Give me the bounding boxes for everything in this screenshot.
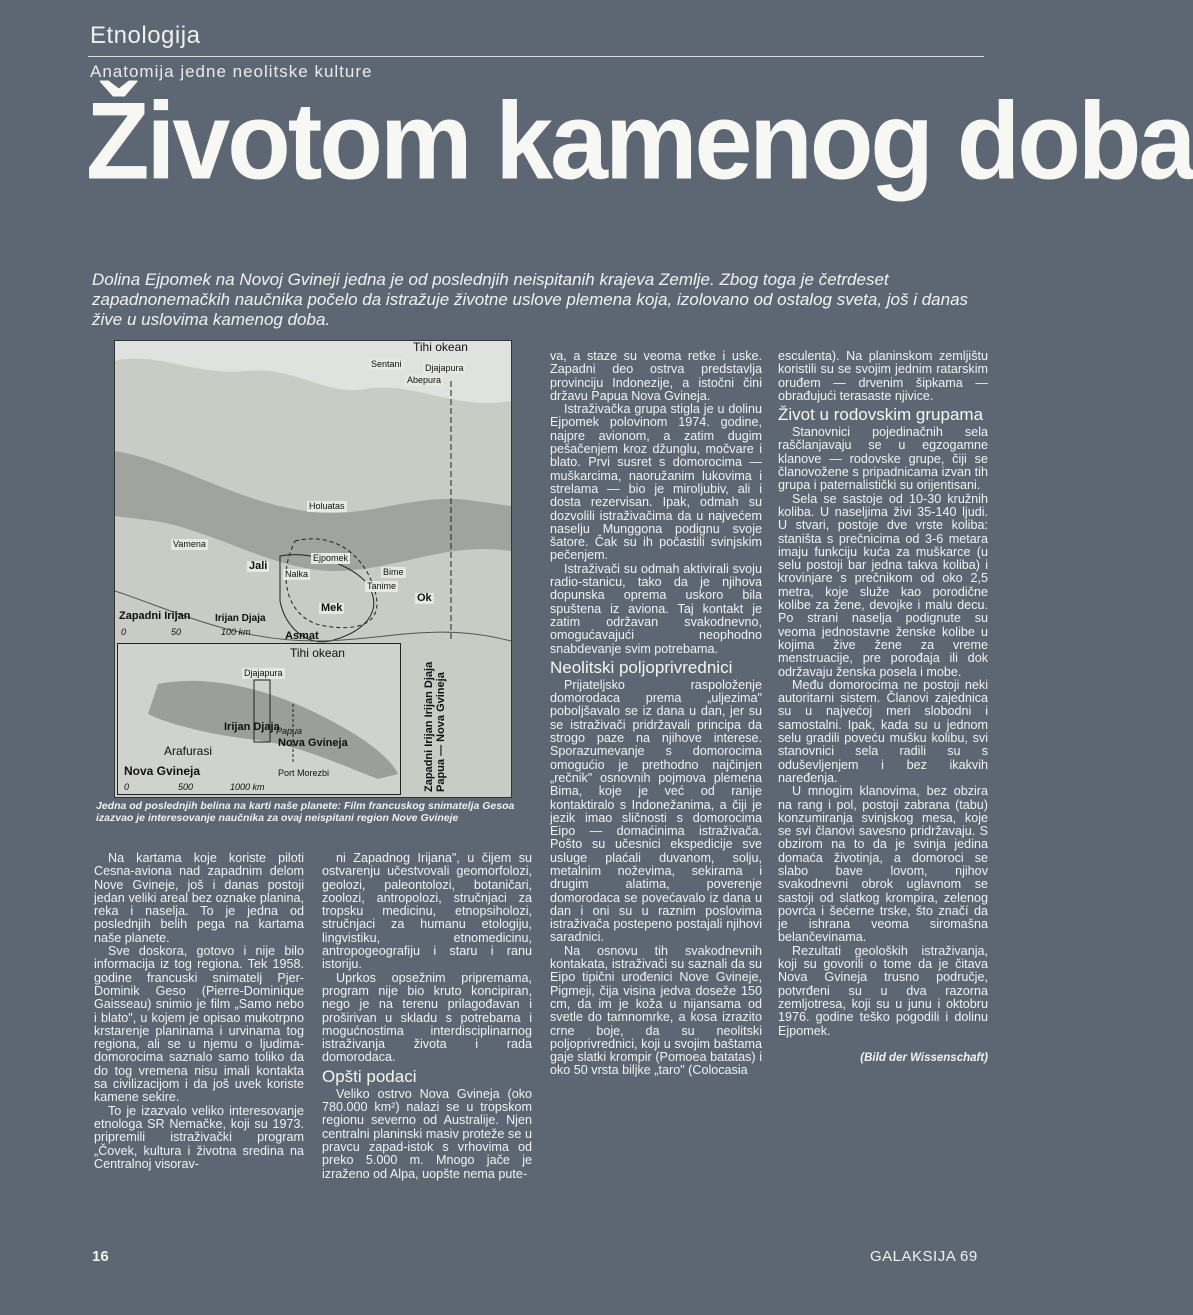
header-rule bbox=[88, 56, 984, 57]
inset-label-papua: Papua bbox=[276, 726, 303, 736]
inset-label-port-morezbi: Port Morezbi bbox=[278, 768, 330, 778]
inset-scale-500: 500 bbox=[178, 782, 194, 792]
column-4 bbox=[778, 350, 988, 1065]
paragraph: Veliko ostrvo Nova Gvineja (oko 780.000 km²) nalazi se u tropskom regionu severno od Australije. Njen centralni planinski masiv proteže se u pravcu zapad-istok s vrhovima od preko 5.000 m. Mnogo jače je izraženo od Alpa, uopšte nema pute- bbox=[322, 1086, 532, 1181]
paragraph: esculenta). Na planinskom zemljištu koristili su se svojim jednim ratarskim oruđem — drvenim šipkama — obrađujući terasaste njivice. bbox=[778, 349, 988, 403]
subheading-opsti-podaci: Opšti podaci bbox=[322, 1066, 417, 1086]
paragraph: Sve doskora, gotovo i nije bilo informacija iz tog regiona. Tek 1958. godine francuski snimatelj Pjer-Dominik Geso (Pierre-Dominique Gaisseau) snimio je film „Samo nebo i blato", u kojem je opisao mukotrpno krstarenje planinama i urvinama tog regiona, ali se u njemu o ljudima-domorocima saznalo samo toliko da do tog vremena nisu imali kontakta sa civilizacijom i da još uvek koriste kamene sekire. bbox=[94, 944, 304, 1105]
map-caption: Jedna od poslednjih belina na karti naše planete: Film francuskog snimatelja Gesoa izazvao je interesovanje naučnika za ovaj neispitani region Nove Gvineje bbox=[96, 800, 515, 824]
map-scale-0: 0 bbox=[121, 627, 127, 637]
paragraph: Među domorocima ne postoji neki autoritarni sistem. Članovi zajednica su u najvećoj meri slobodni i samostalni. Ipak, kada su u jednom selu gradili poveću mušku kolibu, svi stanovnici sela radili su s oduševljenjem i bez ikakvih naređenja. bbox=[778, 677, 988, 785]
map-label-sentani: Sentani bbox=[371, 359, 402, 369]
map-label-abepura: Abepura bbox=[407, 375, 442, 385]
map-label-mek: Mek bbox=[321, 602, 343, 614]
map-label-asmat: Asmat bbox=[285, 630, 319, 642]
paragraph: Uprkos opsežnim pripremama, program nije bio kruto koncipiran, nego je na terenu prilagođavan i proširivan u skladu s potrebama i mogućnostima interdisciplinarnog istraživanja života i rada domorodaca. bbox=[322, 970, 532, 1065]
map-vertical-label: Zapadni Irijan Irijan Djaja Papua — Nova Gvineja bbox=[423, 661, 447, 792]
map-label-djajapura: Djajapura bbox=[425, 363, 464, 373]
column-1 bbox=[94, 852, 304, 1171]
paragraph: Prijateljsko raspoloženje domorodaca prema „uljezima" poboljšavalo se iz dana u dan, jer su se istraživači pridržavali principa da strogo paze na njihove interese. Sporazumevanje s domorocima omogućio je prethodno najčinjen „rečnik" osnovnih pojmova plemena Bima, koje je već od ranije kontaktiralo s Indonežanima, a čiji je jezik imao sličnosti s domorocima Eipo — domaćinima istraživača. Pošto su učesnici ekspedicije sve usluge plaćali duvanom, solju, metalnim noževima, sekirama i drugim alatima, poverenje domorodaca se povećavalo iz dana u dan i oni su u raznim poslovima istraživača postepeno postajali njihovi saradnici. bbox=[550, 677, 762, 945]
map-label-holuatas: Holuatas bbox=[309, 501, 345, 511]
map-scale-100: 100 km bbox=[221, 627, 251, 637]
map-label-region: Zapadni Irijan bbox=[119, 610, 191, 622]
paragraph: Rezultati geoloških istraživanja, koji su govorili o tome da je čitava Nova Gvineja trusno područje, potvrđeni su u dva razorna zemljotresa, koji su u junu i oktobru 1976. godine teško pogodili i dolinu Ejpomek. bbox=[778, 943, 988, 1038]
map-label-vamena: Vamena bbox=[173, 539, 206, 549]
paragraph: Na osnovu tih svakodnevnih kontakata, istraživači su saznali da su Eipo tipični urođenici Nove Gvineje, Pigmeji, čija visina jedva doseže 150 cm, da im je koža u nijansama od svetle do tamnomrke, a kosa izrazito crne boje, da su neolitski poljoprivrednici, koji u svojim baštama gaje slatki krompir (Pomoea batatas) i oko 50 vrsta biljke „taro" (Colocasia bbox=[550, 943, 762, 1078]
paragraph: Istraživači su odmah aktivirali svoju radio-stanicu, tako da je njihova dopunska oprema uskoro bila spuštena iz aviona. Taj kontakt je zatim održavan svakodnevno, omogućavajući neophodno snabdevanje svim potrebama. bbox=[550, 561, 762, 656]
inset-scale-1000: 1000 km bbox=[230, 782, 265, 792]
article-headline: Životom kamenog doba bbox=[86, 80, 1193, 203]
paragraph: Istraživačka grupa stigla je u dolinu Ejpomek polovinom 1974. godine, najpre avionom, a zatim dugim pešačenjem kroz džunglu, močvare i blato. Prvi susret s domorocima — muškarcima, naoružanim lukovima i strelama — bio je miroljubiv, ali i dosta rezervisan. Ipak, odmah su dozvolili istraživačima da u najvećem naselju Munggona podignu svoje šatore. Čak su ih počastili svinjskim pečenjem. bbox=[550, 402, 762, 563]
paragraph: U mnogim klanovima, bez obzira na rang i pol, postoji zabrana (tabu) konzumiranja svinjskog mesa, koje se svi članovi savesno pridržavaju. S obzirom na to da je svinja jedina domaća životinja, a domoroci se slabo bave lovom, njihov svakodnevni obrok uglavnom se sastoji od slatkog krompira, zelenog povrća i šećerne trske, što značí da je ishrana veoma siromašna belančevinama. bbox=[778, 784, 988, 945]
paragraph: To je izazvalo veliko interesovanje etnologa SR Nemačke, koji su 1973. pripremili istraživački program „Čovek, kultura i životna sredina na Centralnoj visorav- bbox=[94, 1103, 304, 1171]
magazine-footer: GALAKSIJA 69 bbox=[870, 1248, 978, 1265]
map-label-tanime: Tanime bbox=[367, 581, 397, 591]
inset-label-djajapura: Djajapura bbox=[244, 668, 283, 678]
map-label-ocean: Tihi okean bbox=[413, 340, 468, 354]
inset-label-ocean: Tihi okean bbox=[290, 646, 345, 660]
map-label-bime: Bime bbox=[383, 567, 404, 577]
map-label-region-city: Irijan Djaja bbox=[215, 613, 266, 624]
inset-label-irijan-djaja: Irijan Djaja bbox=[224, 721, 280, 733]
article-lead: Dolina Ejpomek na Novoj Gvineji jedna je od poslednjih neispitanih krajeva Zemlje. Zbog toga je četrdeset zapadnonemačkih naučnika počelo da istražuje životne uslove plemena koja, izolovano od ostalog sveta, još i danas žive u uslovima kamenog doba. bbox=[92, 270, 969, 329]
inset-label-arafurasi: Arafurasi bbox=[164, 744, 213, 758]
map-label-jali: Jali bbox=[249, 560, 268, 572]
map-inset bbox=[117, 643, 401, 795]
column-3 bbox=[550, 350, 762, 1078]
article-subtitle: Anatomija jedne neolitske kulture bbox=[90, 62, 373, 81]
paragraph: va, a staze su veoma retke i uske. Zapadni deo ostrva predstavlja provinciju Indonezije, a istočni čini državu Papua Nova Gvineja. bbox=[550, 349, 762, 403]
subheading-zivot-u-rodovskim-grupama: Život u rodovskim grupama bbox=[778, 405, 984, 425]
subheading-neolitski-poljoprivrednici: Neolitski poljoprivrednici bbox=[550, 657, 733, 677]
map-label-ok: Ok bbox=[417, 592, 432, 604]
inset-label-nova-gvineja-right: Nova Gvineja bbox=[278, 737, 348, 749]
map-label-ejpomek: Ejpomek bbox=[313, 553, 349, 563]
paragraph: ni Zapadnog Irijana", u čijem su ostvarenju učestvovali geomorfolozi, geolozi, paleontolozi, botaničari, zoolozi, antropolozi, stručnjaci za tropsku medicinu, etnopsiholozi, stručnjaci za humanu etologiju, lingvistiku, etnomedicinu, antropogeografiju i staru i ranu istoriju. bbox=[322, 851, 532, 972]
paragraph: Stanovnici pojedinačnih sela raščlanjavaju se u egzogamne klanove — rodovske grupe, čiji se članovožene s pripadnicama izvan tih grupa i paternalistički su orijentisani. bbox=[778, 425, 988, 493]
column-2 bbox=[322, 852, 532, 1181]
section-title: Etnologija bbox=[90, 22, 201, 49]
inset-scale-0: 0 bbox=[124, 782, 130, 792]
map-figure bbox=[114, 340, 512, 798]
source-credit: (Bild der Wissenschaft) bbox=[860, 1051, 988, 1064]
paragraph: Sela se sastoje od 10-30 kružnih koliba. U naseljima živi 35-140 ljudi. U stvari, postoje dve vrste koliba: staništa s prečnicima od 3-6 metara imaju funkciju kuća za muškarce (u selu postoji bar jedna takva koliba) i krovinjare s prečnikom od oko 2,5 metra, koje služe kao porodične kolibe za žene, devojke i malu decu. Po strani naselja podignute su veoma jednostavne ženske kolibe u kojima žive žene za vreme menstruacije, pre porođaja ili dok održavaju ženska posela i mobe. bbox=[778, 491, 988, 679]
map-scale-50: 50 bbox=[171, 627, 182, 637]
page-number: 16 bbox=[92, 1248, 109, 1265]
paragraph: Na kartama koje koriste piloti Cesna-aviona nad zapadnim delom Nove Gvineje, još i danas postoji jedan veliki areal bez oznake planina, reka i naselja. To je jedna od poslednjih belih pega na kartama naše planete. bbox=[94, 851, 304, 945]
inset-label-nova-gvineja: Nova Gvineja bbox=[124, 764, 201, 778]
map-label-nalka: Nalka bbox=[285, 569, 309, 579]
